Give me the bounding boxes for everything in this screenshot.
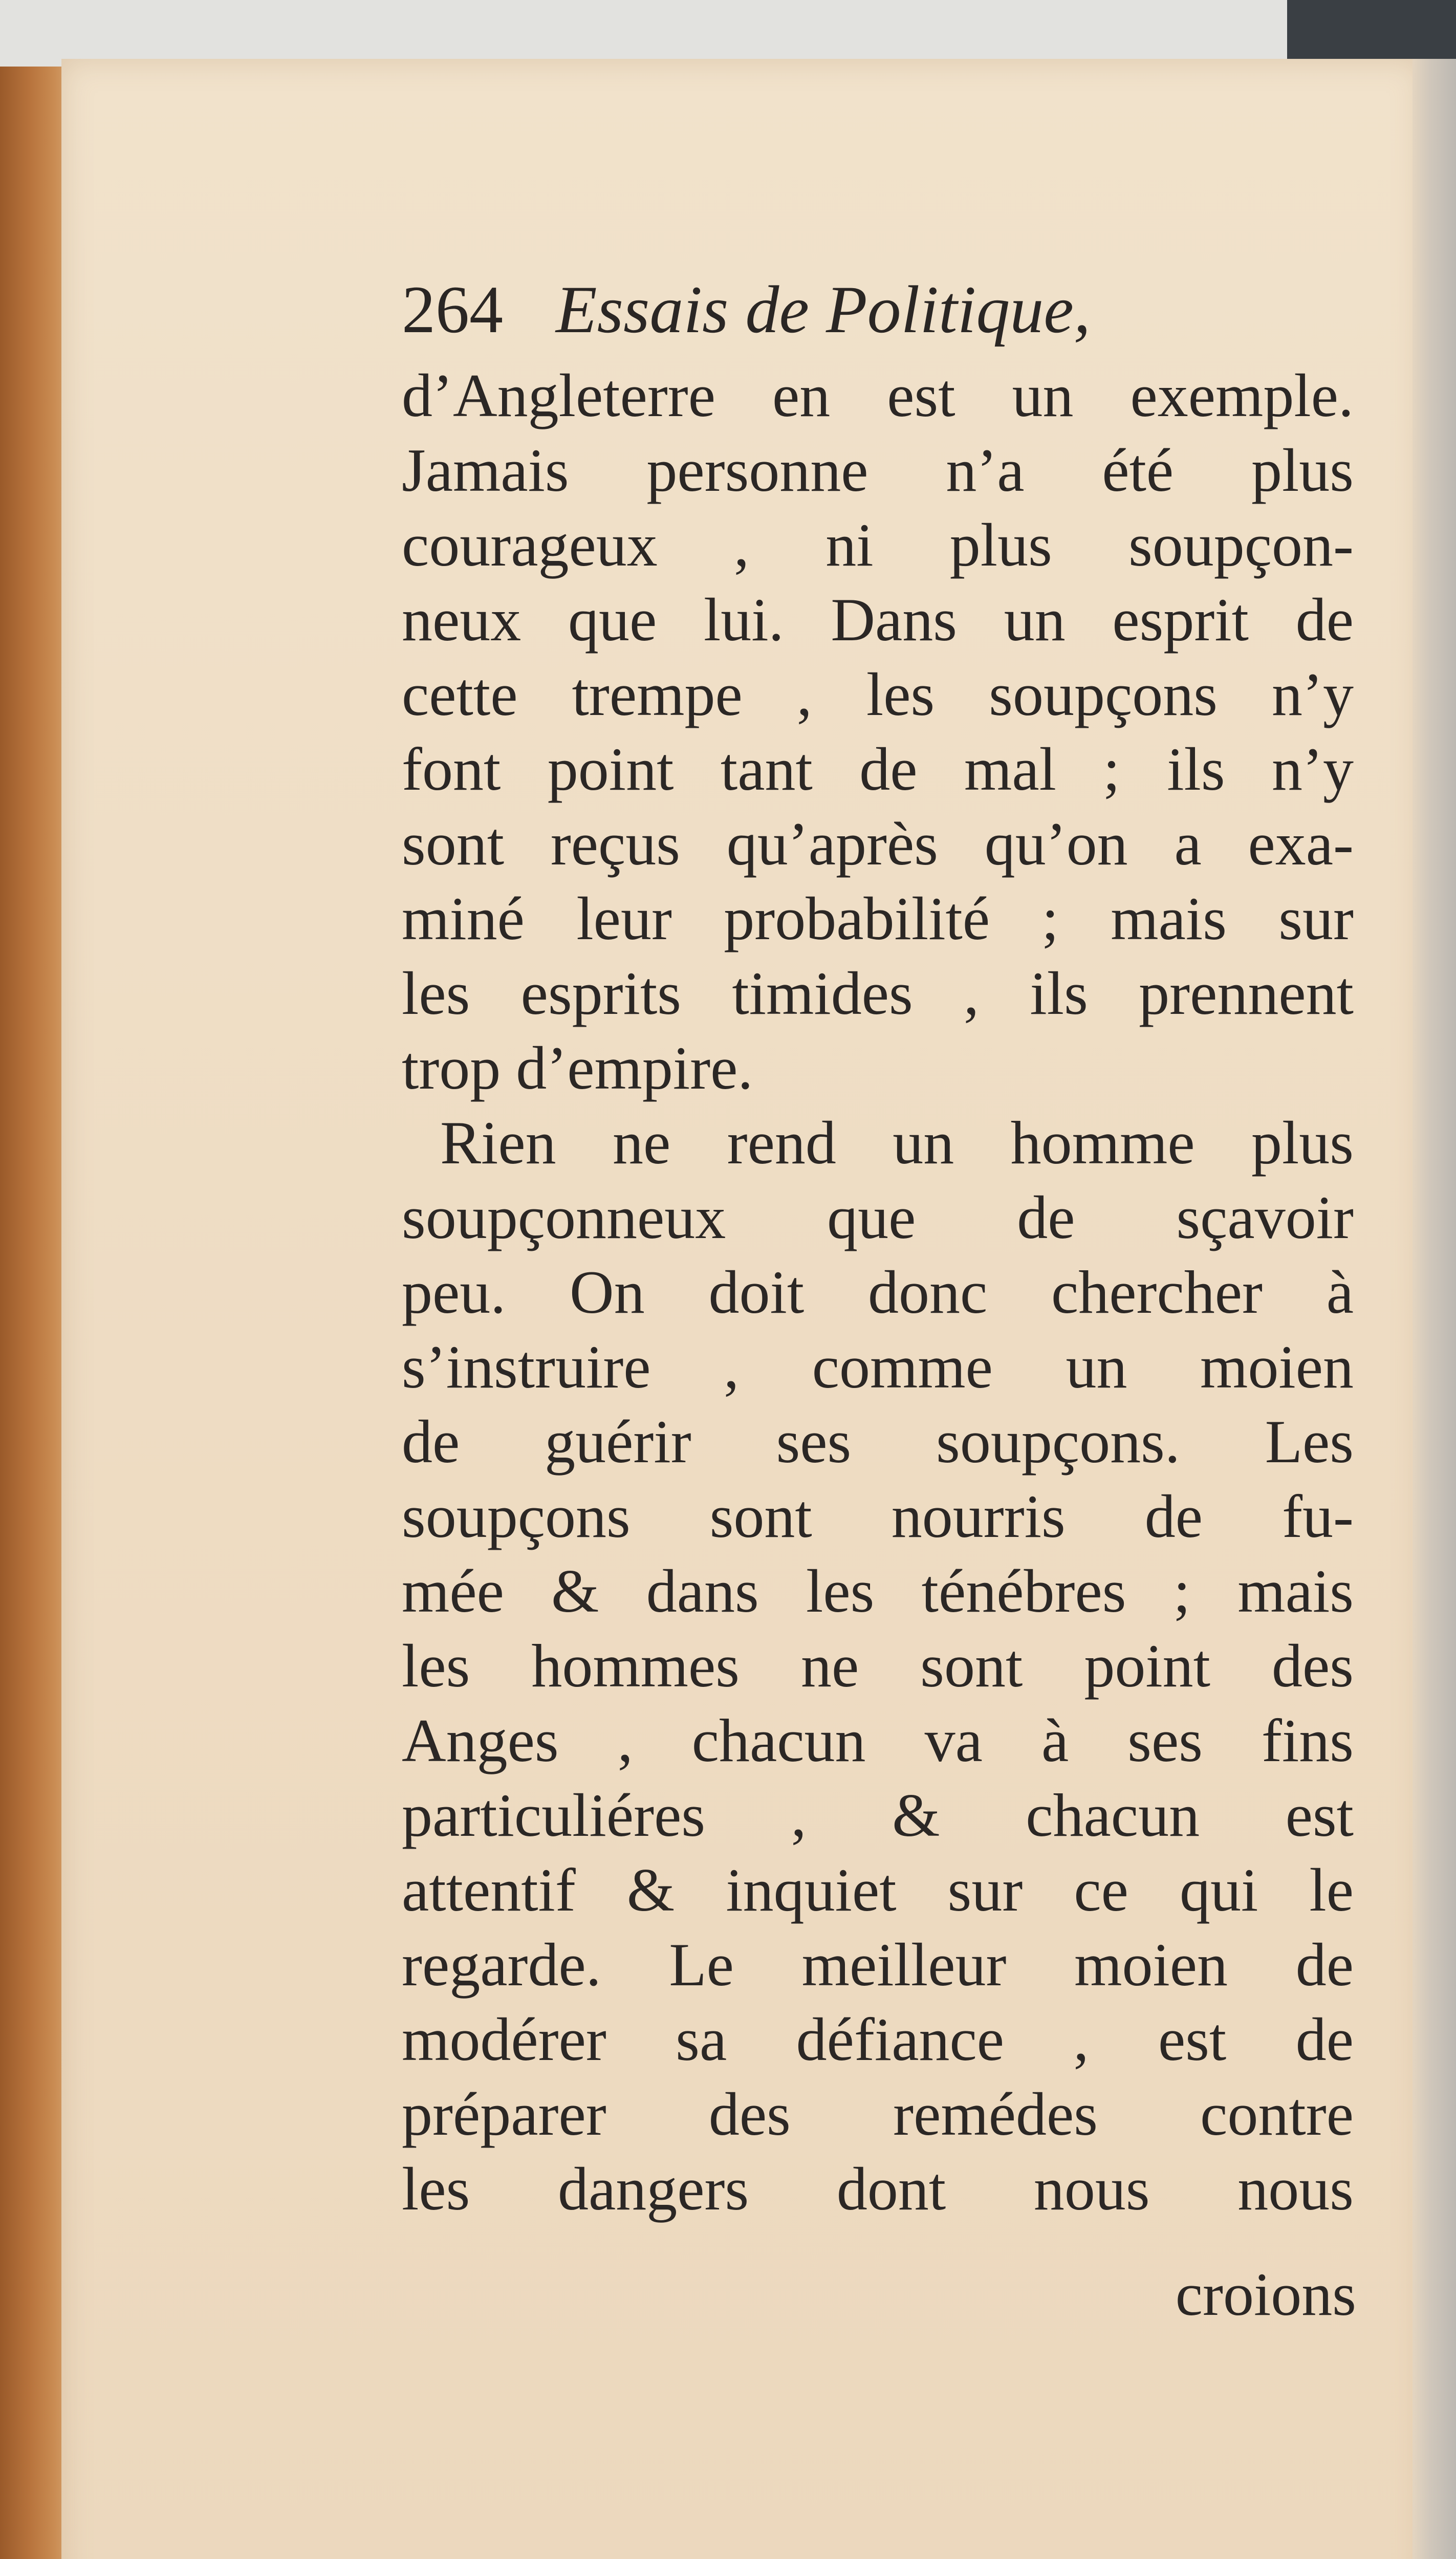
text-line: sont reçus qu’après qu’on a exa- [402,810,1354,878]
book-edge-top [1287,0,1456,61]
text-line: attentif & inquiet sur ce qui le [402,1856,1354,1924]
body-text [402,358,1354,2226]
text-line: trop d’empire. [402,1034,753,1102]
catchword: croions [1175,2260,1356,2328]
text-line: neux que lui. Dans un esprit de [402,585,1354,654]
text-line: particuliéres , & chacun est [402,1781,1354,1849]
running-header [402,266,1169,353]
page-number: 264 [402,272,503,347]
text-line: de guérir ses soupçons. Les [402,1407,1354,1476]
text-line: modérer sa défiance , est de [402,2005,1354,2073]
background-top [0,0,1456,67]
text-line: regarde. Le meilleur moien de [402,1931,1354,1999]
text-line: s’instruire , comme un moien [402,1333,1354,1401]
page-edge-right [1412,59,1456,2559]
text-line: Anges , chacun va à ses fins [402,1706,1354,1774]
text-line: d’Angleterre en est un exemple. [402,361,1354,429]
text-line: peu. On doit donc chercher à [402,1258,1354,1326]
text-line: Jamais personne n’a été plus [402,436,1354,504]
text-line: les hommes ne sont point des [402,1632,1354,1700]
text-line: préparer des remédes contre [402,2080,1354,2148]
text-line: font point tant de mal ; ils n’y [402,735,1354,803]
text-line: soupçons sont nourris de fu- [402,1482,1354,1550]
text-line: les esprits timides , ils prennent [402,959,1354,1027]
running-title: Essais de Politique, [556,272,1091,347]
text-line: mée & dans les ténébres ; mais [402,1557,1354,1625]
text-line: soupçonneux que de sçavoir [402,1183,1354,1251]
text-line: miné leur probabilité ; mais sur [402,884,1354,952]
text-line: cette trempe , les soupçons n’y [402,660,1354,728]
text-line: Rien ne rend un homme plus [440,1109,1354,1177]
text-line: courageux , ni plus soupçon- [402,511,1354,579]
text-line: les dangers dont nous nous [402,2155,1354,2223]
